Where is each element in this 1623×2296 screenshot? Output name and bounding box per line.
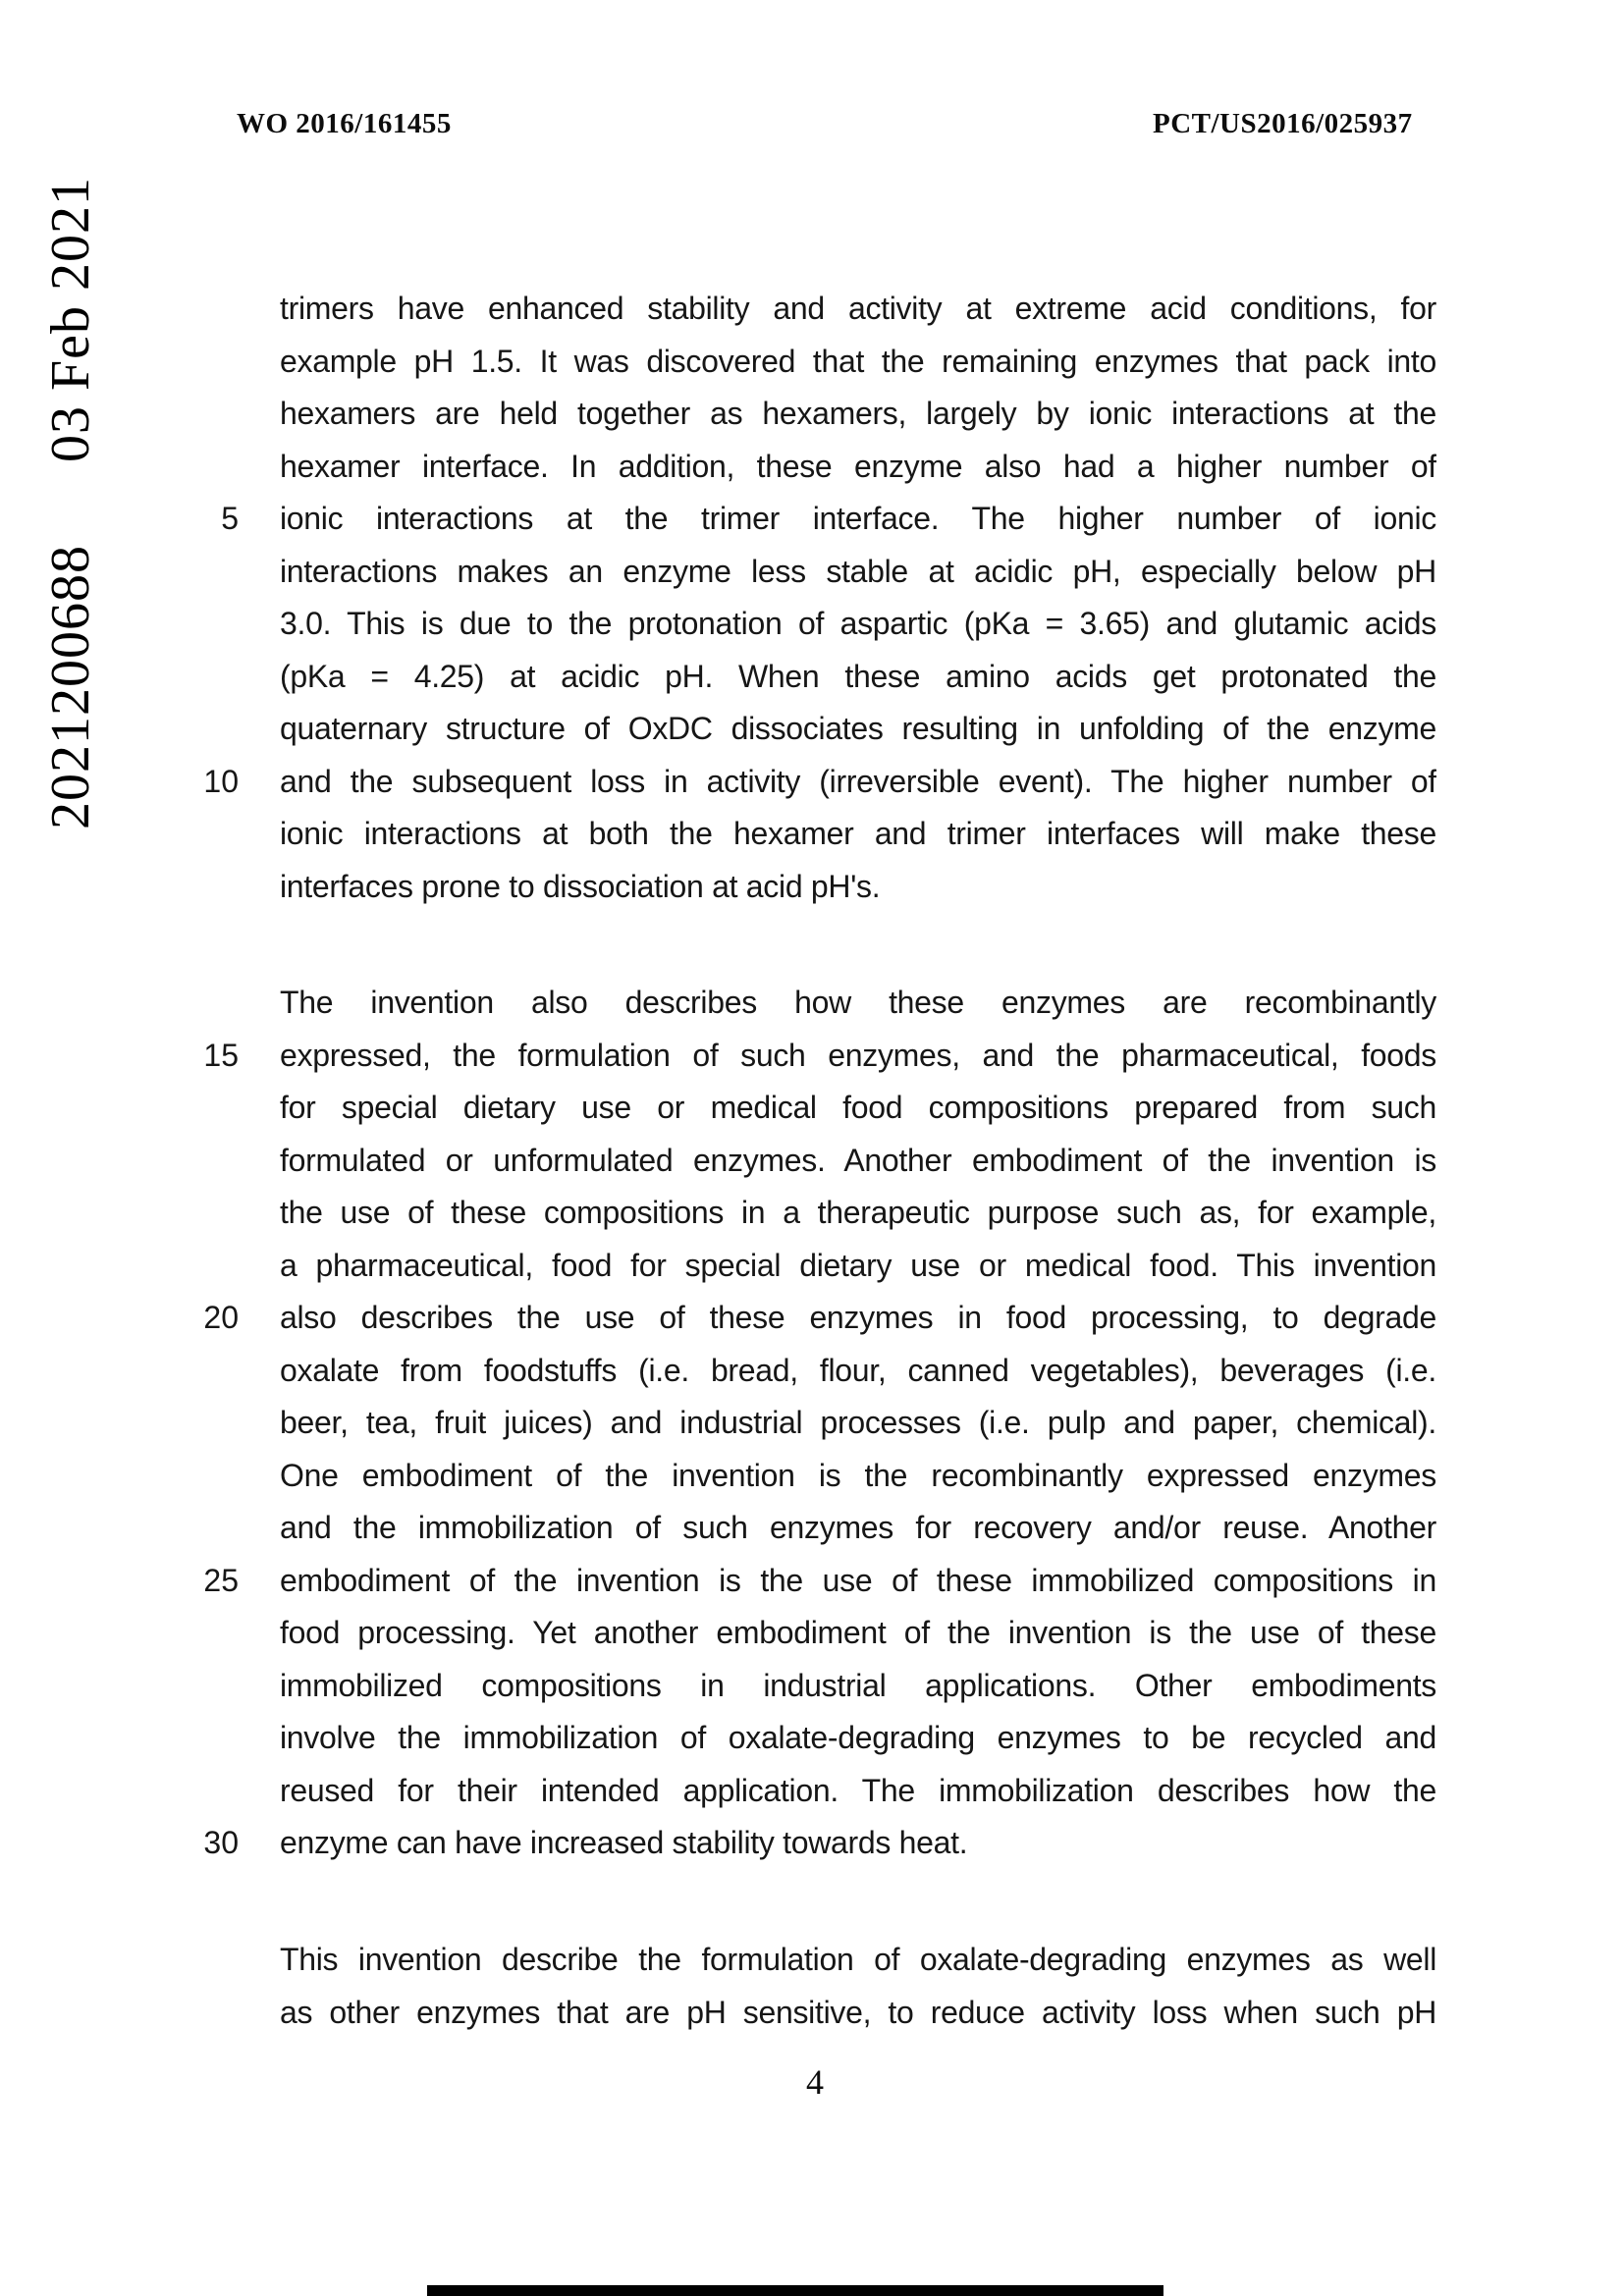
text-line: ionic interactions at the trimer interface. The higher number of ionic xyxy=(280,501,1436,536)
paragraph xyxy=(280,283,1436,913)
text-line: ionic interactions at both the hexamer and trimer interfaces will make these xyxy=(280,816,1436,851)
text-line: oxalate from foodstuffs (i.e. bread, flour, canned vegetables), beverages (i.e. xyxy=(280,1352,1436,1388)
text-line: (pKa = 4.25) at acidic pH. When these amino acids get protonated the xyxy=(280,658,1436,694)
text-line: a pharmaceutical, food for special dietary use or medical food. This invention xyxy=(280,1247,1436,1283)
text-line: involve the immobilization of oxalate-degrading enzymes to be recycled and xyxy=(280,1720,1436,1755)
line-number: 20 xyxy=(203,1300,239,1335)
stamp-filing-date: 03 Feb 2021 xyxy=(40,177,101,462)
paragraph xyxy=(280,1934,1436,2039)
text-line: beer, tea, fruit juices) and industrial processes (i.e. pulp and paper, chemical). xyxy=(280,1405,1436,1440)
text-line: immobilized compositions in industrial applications. Other embodiments xyxy=(280,1667,1436,1703)
text-line: interfaces prone to dissociation at acid pH's. xyxy=(280,868,881,904)
pct-application-number: PCT/US2016/025937 xyxy=(1153,108,1413,139)
text-line: formulated or unformulated enzymes. Another embodiment of the invention is xyxy=(280,1142,1436,1178)
text-line: and the subsequent loss in activity (irreversible event). The higher number of xyxy=(280,763,1436,799)
text-line: This invention describe the formulation of oxalate-degrading enzymes as well xyxy=(280,1942,1436,1977)
text-line: food processing. Yet another embodiment of the invention is the use of these xyxy=(280,1615,1436,1650)
text-line: also describes the use of these enzymes in food processing, to degrade xyxy=(280,1300,1436,1335)
text-line: for special dietary use or medical food compositions prepared from such xyxy=(280,1090,1436,1125)
text-line: interactions makes an enzyme less stable at acidic pH, especially below pH xyxy=(280,553,1436,589)
text-line: hexamers are held together as hexamers, largely by ionic interactions at the xyxy=(280,396,1436,431)
text-line: 3.0. This is due to the protonation of aspartic (pKa = 3.65) and glutamic acids xyxy=(280,606,1436,641)
stamp-application-number: 2021200688 xyxy=(40,545,101,829)
text-line: embodiment of the invention is the use of these immobilized compositions in xyxy=(280,1562,1436,1598)
line-number: 25 xyxy=(203,1562,239,1598)
line-number: 5 xyxy=(221,501,239,536)
paragraph xyxy=(280,977,1436,1870)
page-number: 4 xyxy=(806,2062,824,2102)
text-line: hexamer interface. In addition, these enzyme also had a higher number of xyxy=(280,448,1436,484)
text-line: One embodiment of the invention is the recombinantly expressed enzymes xyxy=(280,1457,1436,1493)
text-line: quaternary structure of OxDC dissociates resulting in unfolding of the enzyme xyxy=(280,711,1436,746)
text-line: the use of these compositions in a therapeutic purpose such as, for example, xyxy=(280,1195,1436,1230)
text-line: reused for their intended application. The immobilization describes how the xyxy=(280,1772,1436,1808)
scan-artifact-bar xyxy=(427,2285,1163,2296)
text-line: enzyme can have increased stability towards heat. xyxy=(280,1825,968,1860)
text-line: and the immobilization of such enzymes for recovery and/or reuse. Another xyxy=(280,1510,1436,1545)
publication-number: WO 2016/161455 xyxy=(237,108,452,139)
line-number: 30 xyxy=(203,1825,239,1860)
text-line: The invention also describes how these enzymes are recombinantly xyxy=(280,985,1436,1020)
text-line: trimers have enhanced stability and activity at extreme acid conditions, for xyxy=(280,291,1436,326)
text-line: example pH 1.5. It was discovered that the remaining enzymes that pack into xyxy=(280,343,1436,379)
line-number: 15 xyxy=(203,1037,239,1073)
line-number: 10 xyxy=(203,763,239,799)
text-line: expressed, the formulation of such enzymes, and the pharmaceutical, foods xyxy=(280,1037,1436,1073)
text-line: as other enzymes that are pH sensitive, to reduce activity loss when such pH xyxy=(280,1994,1436,2030)
